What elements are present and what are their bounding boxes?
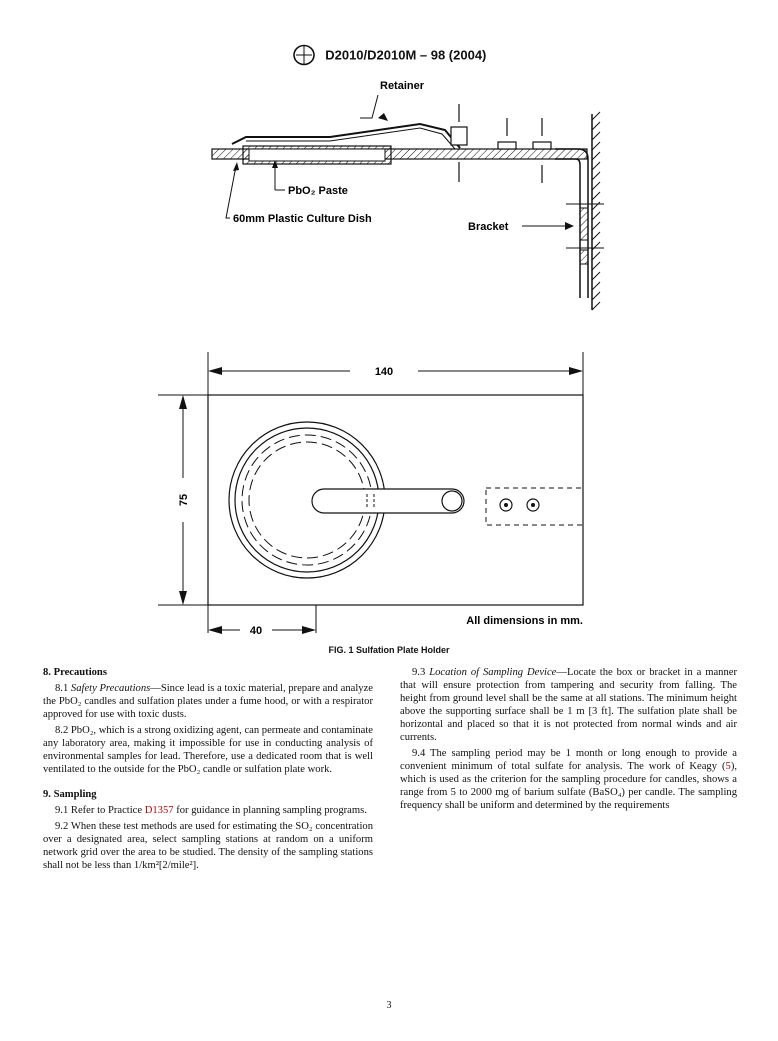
bracket-label: Bracket: [468, 221, 509, 233]
paragraph-9-2: 9.2 When these test methods are used for estimating the SO₂ concentration over a designated area, select sampling stations at random on a uniform network grid over the area to be studied. The density of the sampling stations shall not be less than 1/km²[2/mile²].: [43, 821, 373, 871]
figure-caption: FIG. 1 Sulfation Plate Holder: [328, 645, 450, 655]
document-designation: D2010/D2010M – 98 (2004): [325, 47, 487, 63]
retainer-label: Retainer: [380, 80, 425, 92]
retainer-slot: [312, 489, 464, 513]
dim-height-label: 75: [178, 493, 190, 507]
reference-link-d1357[interactable]: D1357: [144, 805, 174, 816]
paste-label: PbO₂ Paste: [288, 185, 348, 197]
paragraph-8-2: 8.2 PbO₂, which is a strong oxidizing agent, can permeate and contaminate any laboratory area, making it impossible for use in conducting analysis of environmental samples for lead. Therefore, use a dedicated room that is well ventilated to the outside for the PbO₂ candle or sulfation plate work.: [43, 725, 373, 775]
dim-width-label: 140: [374, 366, 394, 378]
paragraph-8-1: 8.1 Safety Precautions—Since lead is a toxic material, prepare and analyze the PbO₂ candles and sulfation plates under a fume hood, or with a respirator approved for use with toxic dusts.: [43, 683, 373, 720]
paragraph-9-1: 9.1 Refer to Practice D1357 for guidance in planning sampling programs.: [55, 805, 367, 816]
page-number: 3: [386, 1000, 392, 1011]
right-column: [400, 666, 737, 815]
section-heading-precautions: 8. Precautions: [43, 667, 107, 678]
dim-offset-label: 40: [249, 625, 263, 637]
astm-logo-icon: [292, 44, 316, 66]
side-view-drawing: [0, 70, 778, 325]
dish-label: 60mm Plastic Culture Dish: [233, 213, 372, 225]
dimension-note: All dimensions in mm.: [466, 615, 583, 627]
top-view-drawing: [0, 345, 778, 640]
paragraph-9-4: 9.4 The sampling period may be 1 month or long enough to provide a convenient minimum of total sulfate for analysis. The work of Keagy (5), which is used as the criterion for the sampling procedure for candles, shows a range from 5 to 2000 mg of barium sulfate (BaSO₄) per candle. The sampling frequency shall be uniform and determined by the requirements: [400, 748, 737, 811]
left-column: [43, 666, 373, 875]
paragraph-9-3: 9.3 Location of Sampling Device—Locate the box or bracket in a manner that will ensure protection from tampering and security from falling. The height from ground level shall be the same at all stations. The minimum height above the supporting surface shall be 1 m [3 ft]. The sulfation plate shall be horizontal and placed so that it is not protected from normal winds and air currents.: [400, 667, 737, 743]
page-header: [0, 44, 778, 66]
retainer-arm: [232, 124, 460, 148]
section-heading-sampling: 9. Sampling: [43, 789, 97, 800]
reference-link-5[interactable]: 5: [725, 761, 731, 772]
